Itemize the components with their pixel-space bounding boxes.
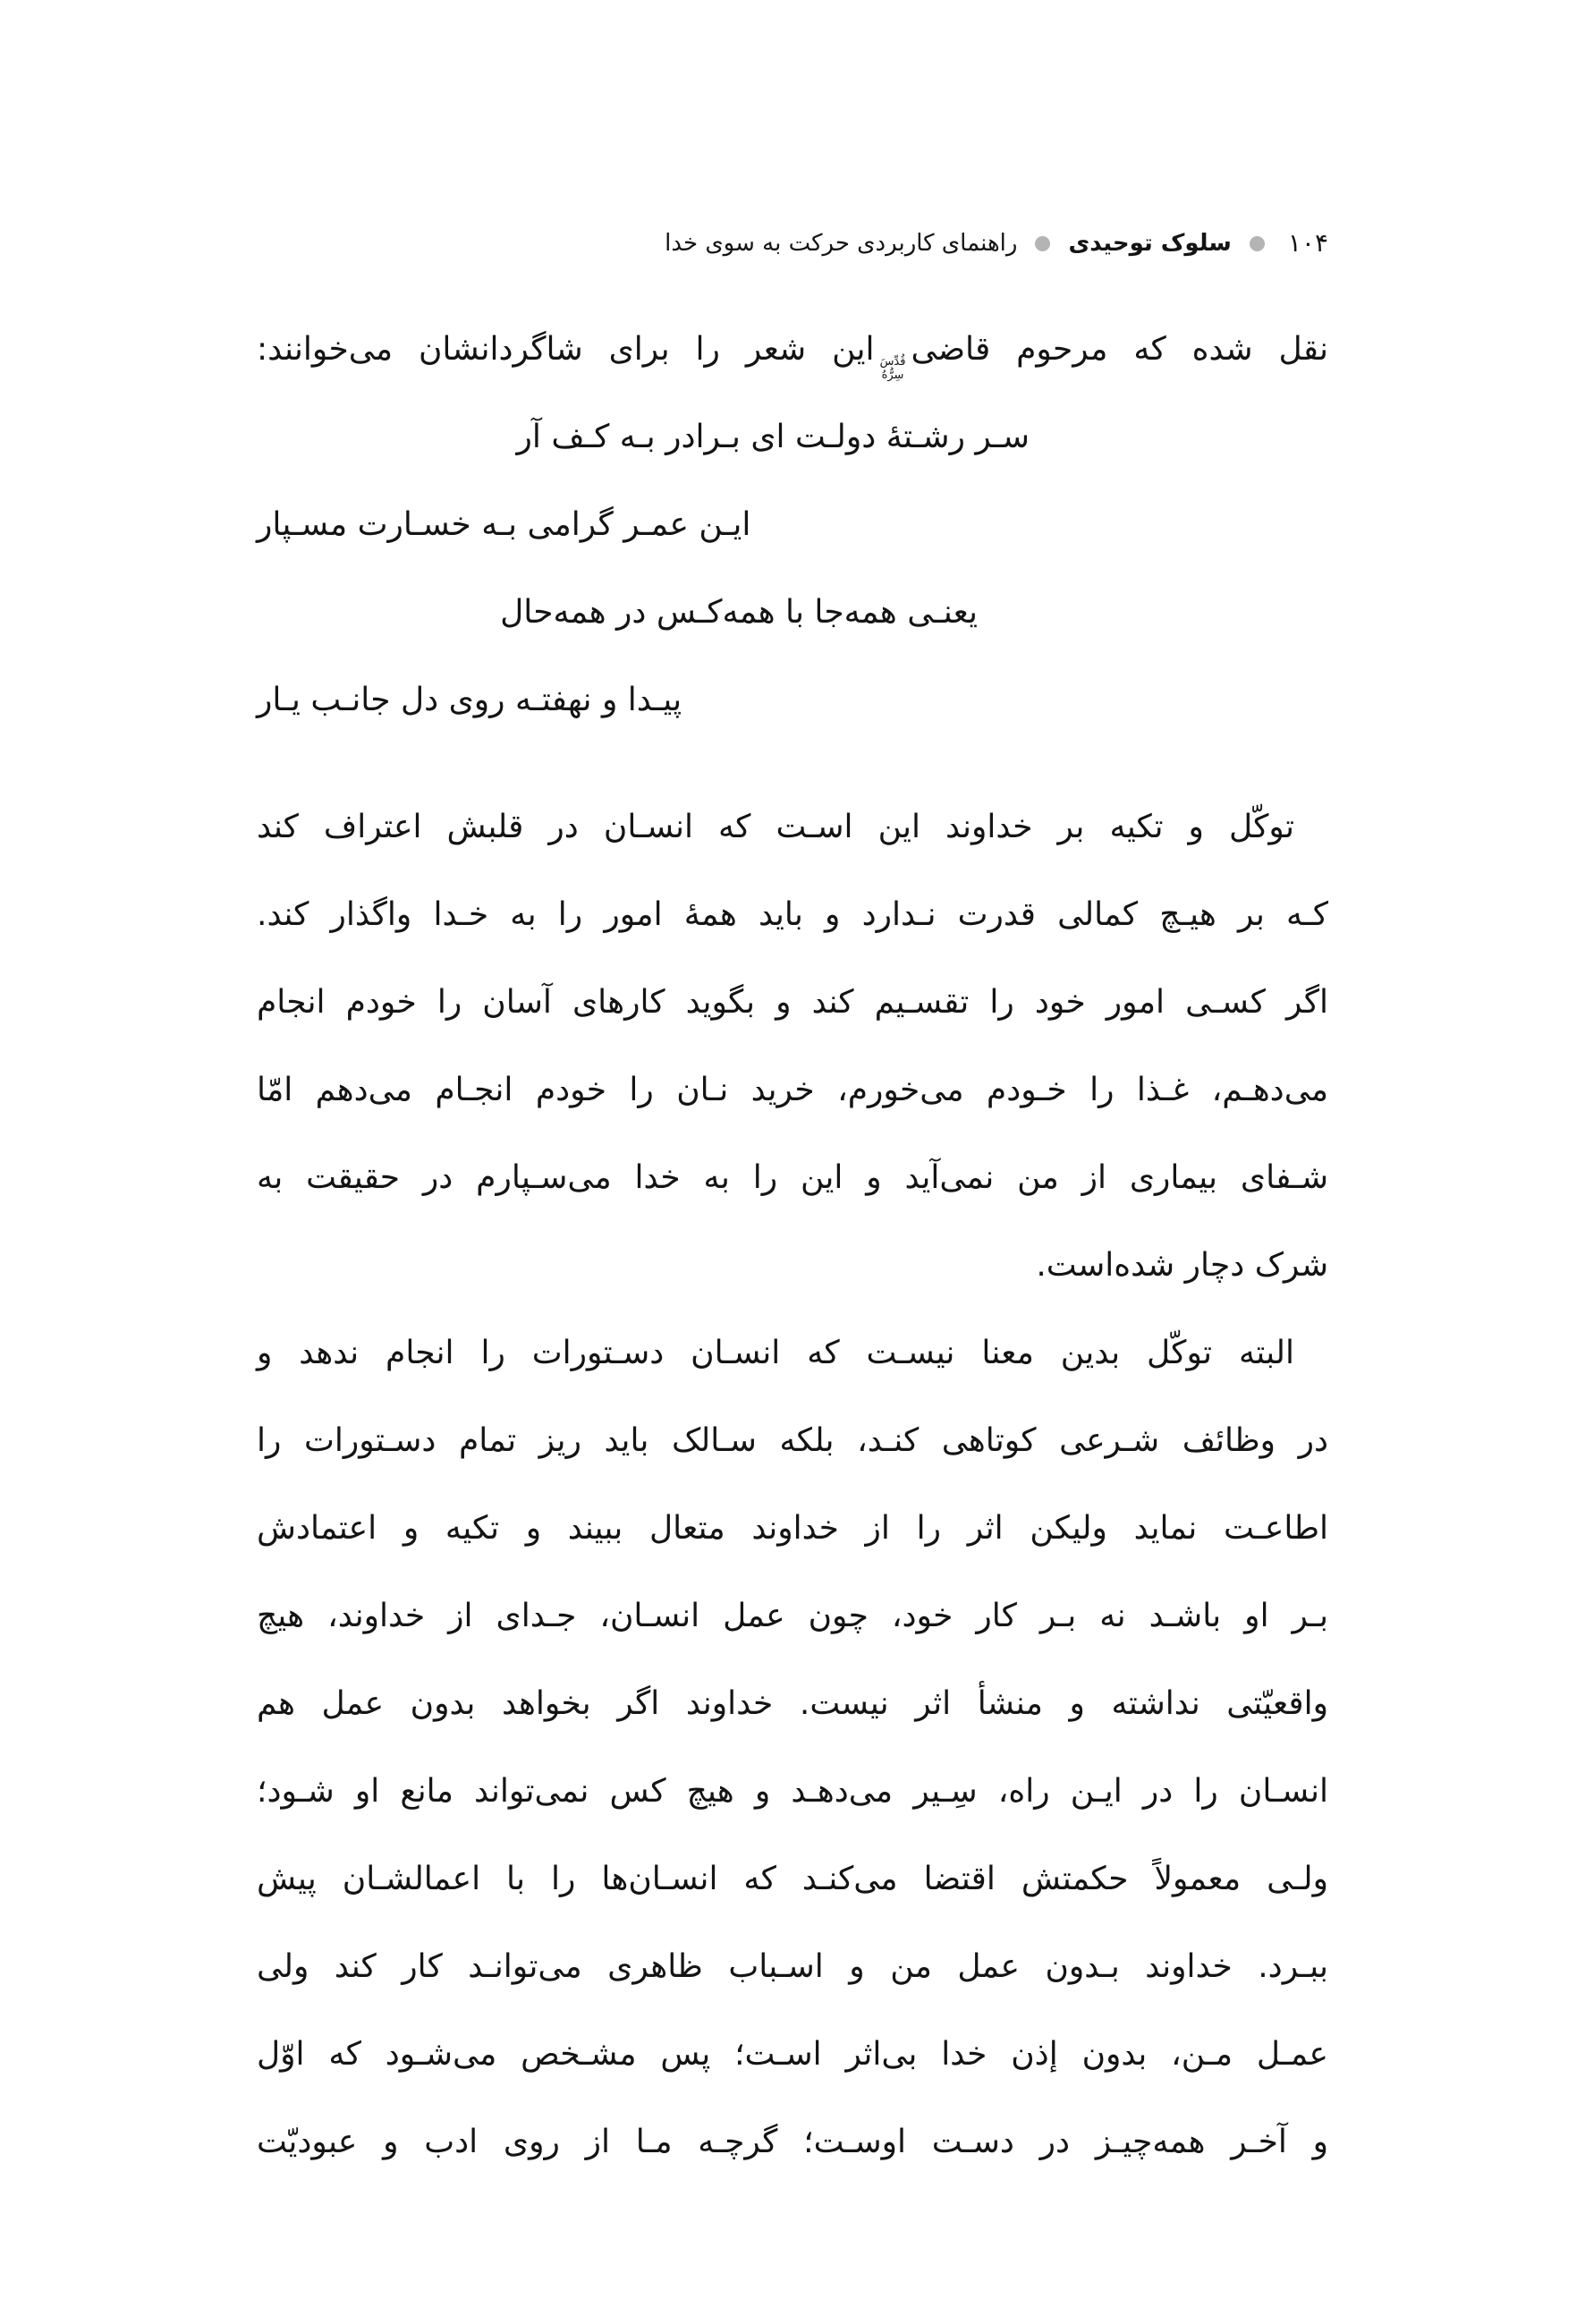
paragraph-line: بـر او باشـد نه بـر کار خود، چون عمل انسـان، جـدای از خداوند، هیچ <box>257 1598 1328 1634</box>
poem-hemistich: سـر رشـتهٔ دولـت ای بـرادر بـه کـف آر <box>516 419 1030 455</box>
body-text <box>257 306 1328 2186</box>
paragraph-line: واقعیّتی نداشته و منشأ اثر نیست. خداوند اگر بخواهد بدون عمل هم <box>257 1685 1328 1722</box>
poem-block <box>257 394 1328 744</box>
paragraph-line: ببـرد. خداوند بـدون عمل من و اسـباب ظاهری می‌توانـد کار کند ولی <box>257 1948 1328 1985</box>
paragraph-line: اطاعـت نماید ولیکن اثر را از خداوند متعال ببیند و تکیه و اعتمادش <box>257 1510 1328 1547</box>
poem-hemistich: یعنـی همه‌جا با همه‌کـس در همه‌حال <box>500 594 978 631</box>
book-subtitle: راهنمای کاربردی حرکت به سوی خدا <box>665 230 1018 257</box>
paragraph-line: کـه بر هیـچ کمالی قدرت نـدارد و باید همهٔ امور را به خـدا واگذار کند. <box>257 896 1328 933</box>
paragraph-intro-line <box>257 306 1328 394</box>
book-title: سلوک توحیدی <box>1068 230 1232 257</box>
separator-dot-icon <box>1250 236 1265 251</box>
paragraph-line: می‌دهـم، غـذا را خـودم می‌خورم، خرید نـان را خودم انجـام می‌دهم امّا <box>257 1072 1328 1108</box>
intro-text-before: نقل شده که مرحوم قاضی <box>911 331 1328 368</box>
honorific-mark <box>880 355 906 382</box>
paragraph-line: عمـل مـن، بدون إذن خدا بی‌اثر اسـت؛ پس مشـخص می‌شـود که اوّل <box>257 2036 1328 2073</box>
paragraph-line: انسـان را در ایـن راه، سِـیر می‌دهـد و هیچ کس نمی‌تواند مانع او شـود؛ <box>257 1773 1328 1810</box>
running-head <box>257 225 1328 261</box>
poem-hemistich: پیـدا و نهفتـه روی دل جانـب یـار <box>257 682 682 718</box>
paragraph-line: توکّل و تکیه بر خداوند این اسـت که انسـان در قلبش اعتراف کند <box>257 809 1294 845</box>
paragraph-line: شـفای بیماری از من نمی‌آید و این را به خدا می‌سـپارم در حقیقت به <box>257 1159 1328 1196</box>
poem-hemistich: ایـن عمـر گرامی بـه خسـارت مسـپار <box>257 506 751 543</box>
paragraph-tavakkol-clarification <box>257 1310 1328 2186</box>
paragraph-line: البته توکّل بدین معنا نیسـت که انسـان دسـتورات را انجام ندهد و <box>257 1335 1294 1371</box>
honorific-top: قُدِّسَ <box>879 355 906 369</box>
paragraph-line: در وظائف شـرعی کوتاهی کنـد، بلکه سـالک باید ریز تمام دسـتورات را <box>257 1422 1328 1459</box>
paragraph-line: اگر کسـی امور خود را تقسـیم کند و بگوید کارهای آسان را خودم انجام <box>257 984 1328 1021</box>
paragraph-line: ولـی معمولاً حکمتش اقتضا می‌کنـد که انسـان‌ها را با اعمالشـان پیش <box>257 1861 1328 1897</box>
paragraph-line: و آخـر همه‌چیـز در دسـت اوسـت؛ گرچـه مـا از روی ادب و عبودیّت <box>257 2124 1328 2160</box>
honorific-bottom: سِرُّهُ <box>881 369 904 382</box>
intro-text-after: این شعر را برای شاگردانشان می‌خوانند: <box>257 331 875 368</box>
paragraph-line: شرک دچار شده‌است. <box>1036 1247 1328 1284</box>
page-number: ۱۰۴ <box>1287 228 1328 258</box>
separator-dot-icon <box>1035 236 1050 251</box>
paragraph-tavakkol-definition <box>257 784 1328 1310</box>
